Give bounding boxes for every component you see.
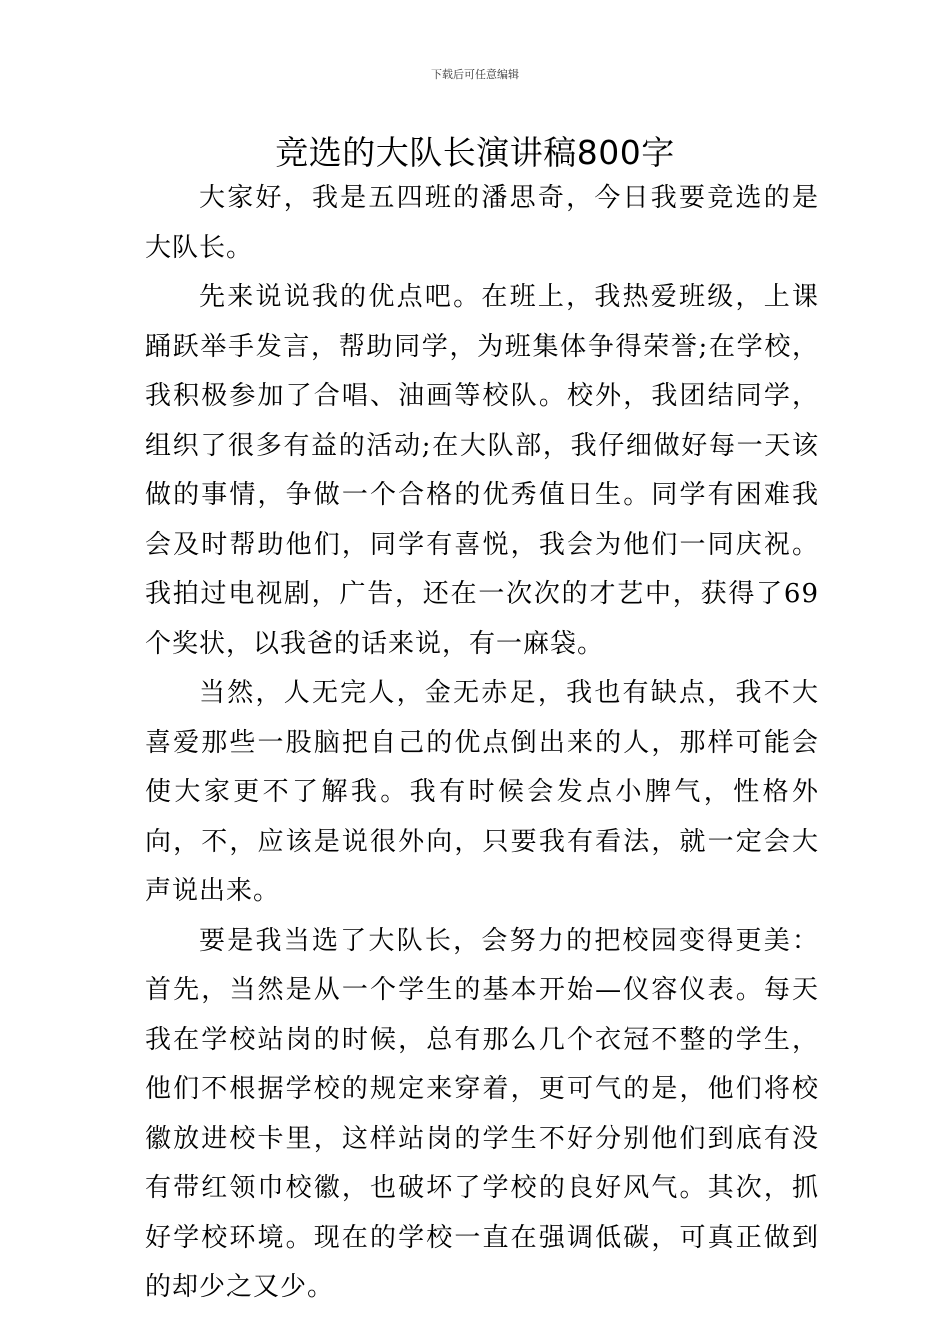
page-title: 竞选的大队长演讲稿800字 [275, 133, 675, 172]
header-note: 下载后可任意编辑 [431, 68, 519, 81]
paragraph: 先来说说我的优点吧。在班上，我热爱班级，上课踊跃举手发言，帮助同学，为班集体争得荣誉;在学校，我积极参加了合唱、油画等校队。校外，我团结同学，组织了很多有益的活动;在大队部，我仔细做好每一天该做的事情，争做一个合格的优秀值日生。同学有困难我会及时帮助他们，同学有喜悦，我会为他们一同庆祝。我拍过电视剧，广告，还在一次次的才艺中，获得了69个奖状，以我爸的话来说，有一麻袋。 [145, 282, 819, 659]
paragraph: 要是我当选了大队长，会努力的把校园变得更美：首先，当然是从一个学生的基本开始—仪容仪表。每天我在学校站岗的时候，总有那么几个衣冠不整的学生，他们不根据学校的规定来穿着，更可气的是，他们将校徽放进校卡里，这样站岗的学生不好分别他们到底有没有带红领巾校徽，也破坏了学校的良好风气。其次，抓好学校环境。现在的学校一直在强调低碳，可真正做到的却少之又少。 [145, 925, 819, 1302]
document-body [145, 174, 819, 1313]
paragraph: 当然，人无完人，金无赤足，我也有缺点，我不大喜爱那些一股脑把自己的优点倒出来的人，那样可能会使大家更不了解我。我有时候会发点小脾气，性格外向，不，应该是说很外向，只要我有看法，就一定会大声说出来。 [145, 678, 819, 906]
paragraph: 大家好，我是五四班的潘思奇，今日我要竞选的是大队长。 [145, 183, 819, 263]
